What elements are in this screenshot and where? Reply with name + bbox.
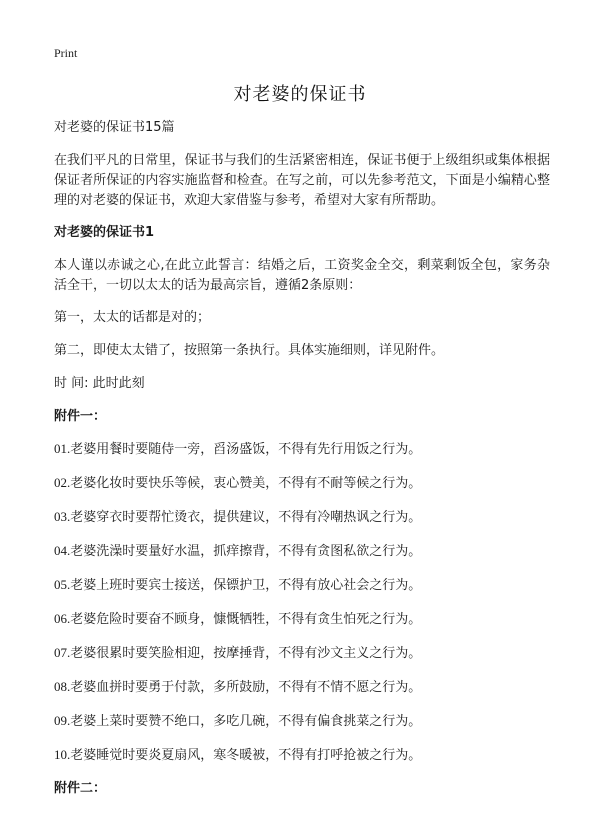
list-item-text: 老婆洗澡时要量好水温，抓痒擦背，不得有贪图私欲之行为。	[70, 544, 422, 559]
list-item-text: 老婆上菜时要赞不绝口，多吃几碗，不得有偏食挑菜之行为。	[70, 714, 422, 729]
list-item	[54, 439, 550, 460]
document-body	[54, 118, 550, 811]
list-item-text: 老婆血拼时要勇于付款，多所鼓励，不得有不情不愿之行为。	[70, 680, 422, 695]
print-link[interactable]: Print	[54, 46, 78, 60]
list-item-text: 老婆上班时要宾士接送，保镖护卫，不得有放心社会之行为。	[70, 578, 422, 593]
page-title: 对老婆的保证书	[233, 84, 367, 105]
list-item-number: 04.	[54, 543, 71, 558]
list-item-number: 03.	[54, 509, 71, 524]
list-item	[54, 609, 550, 630]
list-item-text: 老婆危险时要奋不顾身，慷慨牺牲，不得有贪生怕死之行为。	[70, 612, 422, 627]
list-item-text: 老婆用餐时要随侍一旁，舀汤盛饭，不得有先行用饭之行为。	[70, 442, 422, 457]
section-heading-1: 对老婆的保证书1	[54, 225, 155, 240]
list-item-number: 08.	[54, 679, 71, 694]
list-item	[54, 541, 550, 562]
list-item	[54, 711, 550, 732]
list-item	[54, 745, 550, 766]
intro-paragraph: 在我们平凡的日常里，保证书与我们的生活紧密相连，保证书便于上级组织或集体根据保证者所保证的内容实施监督和检查。在写之前，可以先参考范文，下面是小编精心整理的对老婆的保证书，欢迎大家借鉴与参考，希望对大家有所帮助。	[54, 153, 550, 208]
list-item	[54, 677, 550, 698]
list-item-number: 09.	[54, 713, 71, 728]
document-subtitle: 对老婆的保证书15篇	[54, 120, 175, 135]
list-item-number: 06.	[54, 611, 71, 626]
attachment-1-heading: 附件一：	[54, 409, 107, 424]
list-item	[54, 575, 550, 596]
list-item	[54, 473, 550, 494]
list-item-text: 老婆很累时要笑脸相迎，按摩捶背，不得有沙文主义之行为。	[70, 646, 422, 661]
list-item-text: 老婆化妆时要快乐等候，衷心赞美，不得有不耐等候之行为。	[70, 476, 422, 491]
rule-2: 第二，即使太太错了，按照第一条执行。具体实施细则，详见附件。	[54, 343, 445, 358]
list-item	[54, 507, 550, 528]
rule-1: 第一，太太的话都是对的；	[54, 310, 211, 325]
list-item-number: 10.	[54, 747, 71, 762]
attachment-2-heading: 附件二：	[54, 781, 107, 796]
attachment-1-list	[54, 439, 550, 766]
list-item	[54, 643, 550, 664]
time-line: 时 间: 此时此刻	[54, 376, 145, 391]
list-item-number: 02.	[54, 475, 71, 490]
list-item-number: 07.	[54, 645, 71, 660]
list-item-number: 01.	[54, 441, 71, 456]
list-item-text: 老婆睡觉时要炎夏扇风，寒冬暖被，不得有打呼抢被之行为。	[70, 748, 422, 763]
list-item-number: 05.	[54, 577, 71, 592]
oath-paragraph: 本人谨以赤诚之心,在此立此誓言：结婚之后，工资奖金全交，剩菜剩饭全包，家务杂活全干，一切以太太的话为最高宗旨，遵循2条原则：	[54, 258, 550, 293]
list-item-text: 老婆穿衣时要帮忙烫衣，提供建议，不得有冷嘲热讽之行为。	[70, 510, 422, 525]
